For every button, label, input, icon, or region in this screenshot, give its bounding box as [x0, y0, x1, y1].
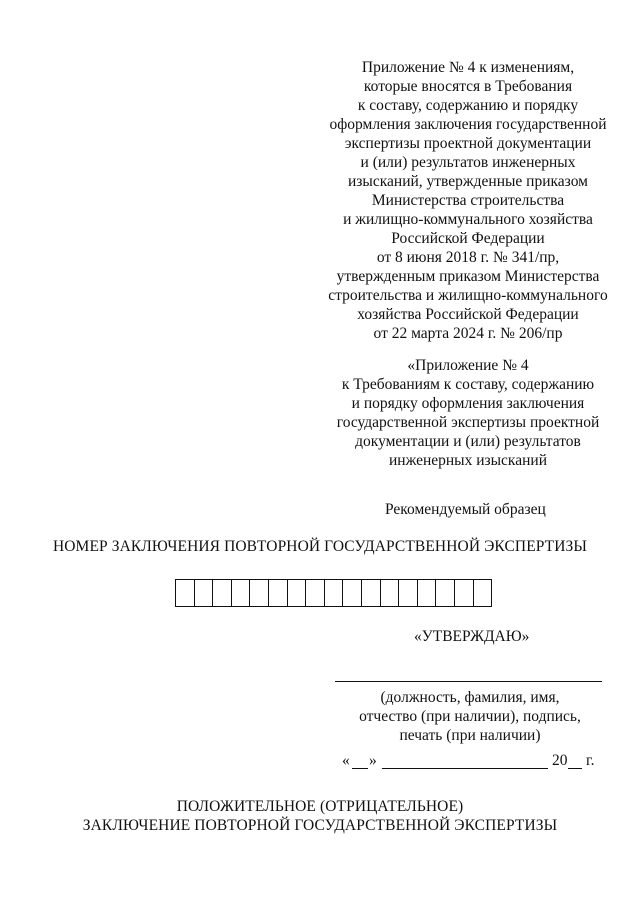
- appendix-line: от 22 марта 2024 г. № 206/пр: [373, 325, 563, 342]
- number-cell: [176, 579, 195, 607]
- appendix-quote-line: документации и (или) результатов: [355, 433, 581, 450]
- number-cell: [399, 579, 418, 607]
- number-cell: [474, 579, 493, 607]
- year-prefix: 20: [552, 752, 568, 769]
- number-cell: [381, 579, 400, 607]
- number-cell: [195, 579, 214, 607]
- appendix-line: экспертизы проектной документации: [344, 135, 592, 152]
- conclusion-title: [0, 797, 640, 835]
- number-cell: [306, 579, 325, 607]
- number-cell: [269, 579, 288, 607]
- conclusion-line: ЗАКЛЮЧЕНИЕ ПОВТОРНОЙ ГОСУДАРСТВЕННОЙ ЭКСПЕРТИЗЫ: [82, 817, 558, 834]
- appendix-line: утвержденным приказом Министерства: [336, 268, 600, 285]
- appendix-line: от 8 июня 2018 г. № 341/пр,: [376, 249, 560, 266]
- number-cell: [288, 579, 307, 607]
- appendix-line: к составу, содержанию и порядку: [357, 97, 579, 114]
- appendix-line: и жилищно-коммунального хозяйства: [343, 211, 593, 228]
- approve-label: «УТВЕРЖДАЮ»: [414, 628, 530, 645]
- number-cell: [362, 579, 381, 607]
- signature-caption-line: печать (при наличии): [399, 727, 541, 744]
- signature-line: [335, 681, 602, 682]
- number-cell: [418, 579, 437, 607]
- date-close-quote: »: [369, 752, 377, 769]
- number-cell: [232, 579, 251, 607]
- number-cell: [455, 579, 474, 607]
- appendix-quote: [318, 356, 618, 470]
- appendix-header: [318, 58, 618, 343]
- signature-caption-line: отчество (при наличии), подпись,: [359, 708, 581, 725]
- appendix-line: оформления заключения государственной: [329, 116, 607, 133]
- date-open-quote: «: [342, 752, 350, 769]
- date-field: [342, 752, 602, 772]
- sample-label: Рекомендуемый образец: [385, 501, 546, 518]
- appendix-quote-line: «Приложение № 4: [407, 357, 529, 374]
- number-cell: [343, 579, 362, 607]
- appendix-line: изысканий, утвержденные приказом: [348, 173, 588, 190]
- appendix-quote-line: к Требованиям к составу, содержанию: [341, 376, 595, 393]
- appendix-line: и (или) результатов инженерных: [360, 154, 576, 171]
- appendix-quote-line: и порядку оформления заключения: [351, 395, 585, 412]
- number-cell: [436, 579, 455, 607]
- appendix-quote-line: государственной экспертизы проектной: [336, 414, 600, 431]
- number-cell: [213, 579, 232, 607]
- number-cell: [325, 579, 344, 607]
- conclusion-line: ПОЛОЖИТЕЛЬНОЕ (ОТРИЦАТЕЛЬНОЕ): [176, 798, 464, 815]
- appendix-line: строительства и жилищно-коммунального: [328, 287, 608, 304]
- year-suffix: г.: [586, 752, 595, 769]
- signature-caption-line: (должность, фамилия, имя,: [380, 689, 560, 706]
- appendix-line: хозяйства Российской Федерации: [357, 306, 579, 323]
- appendix-line: Приложение № 4 к изменениям,: [361, 59, 575, 76]
- number-cell: [250, 579, 269, 607]
- doc-number-label: НОМЕР ЗАКЛЮЧЕНИЯ ПОВТОРНОЙ ГОСУДАРСТВЕННОЙ ЭКСПЕРТИЗЫ: [52, 538, 588, 555]
- appendix-line: Российской Федерации: [391, 230, 545, 247]
- appendix-quote-line: инженерных изысканий: [388, 452, 547, 469]
- signature-caption: [340, 688, 600, 745]
- appendix-line: Министерства строительства: [371, 192, 565, 209]
- doc-number-grid: [175, 579, 492, 607]
- appendix-line: которые вносятся в Требования: [363, 78, 573, 95]
